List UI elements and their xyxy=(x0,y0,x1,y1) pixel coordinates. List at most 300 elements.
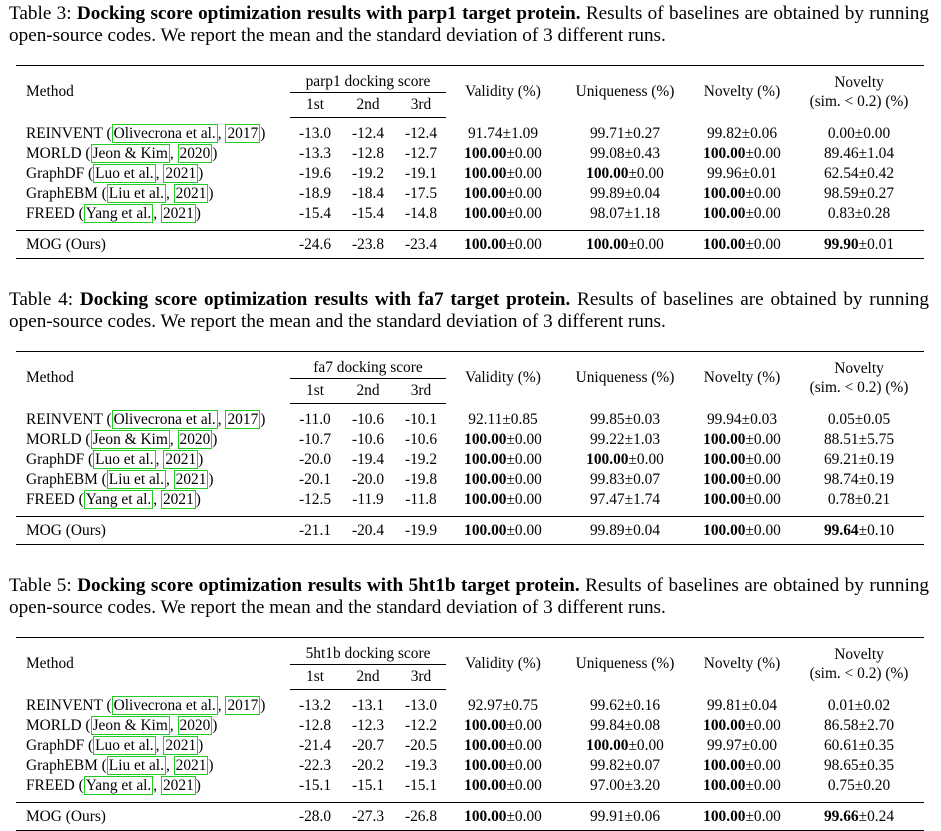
uniqueness-std: 0.16 xyxy=(633,697,661,714)
novelty-mean: 100.00 xyxy=(703,205,746,222)
score-2nd: -15.4 xyxy=(351,205,385,222)
citation-year-link[interactable]: 2021 xyxy=(165,451,197,468)
validity-cell xyxy=(446,184,560,204)
novelty-std: 0.00 xyxy=(753,777,781,794)
method-cell xyxy=(16,144,290,164)
citation-separator: , xyxy=(165,185,174,202)
citation-link[interactable]: Yang et al. xyxy=(85,491,152,508)
novelty-std: 0.00 xyxy=(753,205,781,222)
novelty-std: 0.00 xyxy=(753,471,781,488)
novelty-sim-mean: 99.66 xyxy=(823,807,859,825)
citation-link[interactable]: Luo et al. xyxy=(95,737,154,754)
uniqueness-std: 3.20 xyxy=(633,777,661,794)
method-cell xyxy=(16,716,290,736)
pm-sign: ± xyxy=(854,491,864,508)
validity-mean: 91.74 xyxy=(467,125,503,142)
method-name: MORLD ( xyxy=(26,717,91,734)
citation-link[interactable]: Jeon & Kim xyxy=(92,717,168,734)
novelty-mean: 100.00 xyxy=(703,451,746,468)
rank-3rd-header: 3rd xyxy=(396,93,446,118)
novelty-sim-cell xyxy=(794,490,924,510)
citation-link[interactable]: Luo et al. xyxy=(95,451,154,468)
validity-std: 0.00 xyxy=(514,491,542,508)
novelty-sim-header xyxy=(794,352,924,404)
method-name: MORLD ( xyxy=(26,145,91,162)
method-name: REINVENT ( xyxy=(26,125,112,142)
validity-mean: 100.00 xyxy=(464,777,507,794)
pm-sign: ± xyxy=(502,697,512,714)
validity-cell xyxy=(446,736,560,756)
score-1st: -28.0 xyxy=(290,803,340,831)
novelty-mean: 99.82 xyxy=(706,125,742,142)
rank-2nd-header: 2nd xyxy=(340,665,396,690)
score-3rd: -20.5 xyxy=(404,737,438,754)
pm-sign: ± xyxy=(624,185,634,202)
uniqueness-mean: 99.85 xyxy=(589,411,625,428)
citation-separator: , xyxy=(153,205,161,222)
score-3rd: -14.8 xyxy=(404,205,438,222)
uniqueness-mean: 99.89 xyxy=(589,185,625,202)
pm-sign: ± xyxy=(854,411,864,428)
method-cell xyxy=(16,696,290,716)
uniqueness-mean: 100.00 xyxy=(586,451,629,468)
validity-mean: 100.00 xyxy=(464,521,507,539)
score-3rd: -19.1 xyxy=(404,165,438,182)
novelty-sim-cell xyxy=(794,696,924,716)
citation-link[interactable]: Liu et al. xyxy=(108,471,164,488)
citation-link[interactable]: Yang et al. xyxy=(85,777,152,794)
pm-sign: ± xyxy=(854,205,864,222)
score-3rd: -12.4 xyxy=(404,125,438,142)
score-2nd: -10.6 xyxy=(351,431,385,448)
uniqueness-cell xyxy=(560,124,690,144)
citation-link[interactable]: Yang et al. xyxy=(85,205,152,222)
pm-sign: ± xyxy=(858,521,868,539)
pm-sign: ± xyxy=(506,471,515,488)
pm-sign: ± xyxy=(854,777,864,794)
pm-sign: ± xyxy=(506,757,515,774)
caption-text: Results of baselines are obtained by running open-source codes. We report the mean and the standard deviation of 3 different runs. xyxy=(9,575,930,618)
novelty-header: Novelty (%) xyxy=(703,368,781,386)
novelty-mean: 100.00 xyxy=(703,757,746,774)
method-cell xyxy=(16,430,290,450)
citation-link[interactable]: Liu et al. xyxy=(108,185,164,202)
novelty-mean: 100.00 xyxy=(703,491,746,508)
novelty-sim-mean: 0.75 xyxy=(827,777,855,794)
citation-link[interactable]: Luo et al. xyxy=(95,165,154,182)
score-1st: -21.1 xyxy=(290,517,340,545)
citation-link[interactable]: Olivecrona et al. xyxy=(113,697,216,714)
pm-sign: ± xyxy=(745,431,754,448)
pm-sign: ± xyxy=(858,471,868,488)
novelty-std: 0.03 xyxy=(750,411,778,428)
score-3rd: -13.0 xyxy=(404,697,438,714)
novelty-cell xyxy=(690,716,794,736)
novelty-std: 0.00 xyxy=(753,431,781,448)
uniqueness-mean: 100.00 xyxy=(586,235,629,253)
validity-mean: 100.00 xyxy=(464,145,507,162)
score-1st: -24.6 xyxy=(290,231,340,259)
novelty-mean: 99.81 xyxy=(706,697,742,714)
citation-link[interactable]: Olivecrona et al. xyxy=(113,411,216,428)
uniqueness-cell xyxy=(560,517,690,545)
table-row xyxy=(16,410,924,430)
uniqueness-std: 0.00 xyxy=(636,451,664,468)
novelty-std: 0.00 xyxy=(753,451,781,468)
validity-mean: 92.97 xyxy=(467,697,503,714)
pm-sign: ± xyxy=(745,521,754,539)
score-3rd: -26.8 xyxy=(396,803,446,831)
pm-sign: ± xyxy=(741,697,751,714)
citation-separator: , xyxy=(153,777,161,794)
pm-sign: ± xyxy=(858,757,868,774)
score-1st: -22.3 xyxy=(298,757,332,774)
novelty-sim-mean: 0.83 xyxy=(827,205,855,222)
citation-close: ) xyxy=(212,431,218,448)
caption-title: Docking score optimization results with parp1 target protein. xyxy=(76,3,581,24)
uniqueness-mean: 100.00 xyxy=(586,165,629,182)
pm-sign: ± xyxy=(628,165,637,182)
novelty-sim-cell xyxy=(794,164,924,184)
novelty-cell xyxy=(690,430,794,450)
novelty-sim-cell xyxy=(794,517,924,545)
method-name: GraphEBM ( xyxy=(26,185,107,202)
citation-year-link[interactable]: 2020 xyxy=(179,145,211,162)
citation-close: ) xyxy=(198,451,204,468)
score-1st: -13.0 xyxy=(298,125,332,142)
citation-year-link[interactable]: 2021 xyxy=(175,757,207,774)
novelty-sim-std: 0.35 xyxy=(867,757,895,774)
citation-separator: , xyxy=(217,411,226,428)
validity-cell xyxy=(446,776,560,796)
pm-sign: ± xyxy=(506,807,515,825)
pm-sign: ± xyxy=(745,491,754,508)
score-2nd: -12.8 xyxy=(351,145,385,162)
citation-link[interactable]: Jeon & Kim xyxy=(92,431,168,448)
novelty-sim-std: 0.35 xyxy=(867,737,895,754)
results-table xyxy=(16,351,924,545)
caption-text: Results of baselines are obtained by running open-source codes. We report the mean and the standard deviation of 3 different runs. xyxy=(9,289,929,332)
citation-link[interactable]: Jeon & Kim xyxy=(92,145,168,162)
validity-cell xyxy=(446,716,560,736)
citation-separator: , xyxy=(153,491,161,508)
uniqueness-std: 0.00 xyxy=(636,235,664,253)
validity-cell xyxy=(446,164,560,184)
validity-cell xyxy=(446,231,560,259)
uniqueness-cell xyxy=(560,756,690,776)
pm-sign: ± xyxy=(858,235,868,253)
score-2nd: -19.2 xyxy=(351,165,385,182)
novelty-cell xyxy=(690,490,794,510)
validity-std: 0.00 xyxy=(514,521,542,539)
novelty-std: 0.00 xyxy=(753,491,781,508)
novelty-sim-cell xyxy=(794,430,924,450)
caption-title: Docking score optimization results with 5ht1b target protein. xyxy=(77,575,580,596)
novelty-mean: 100.00 xyxy=(703,145,746,162)
validity-mean: 100.00 xyxy=(464,717,507,734)
validity-std: 0.00 xyxy=(514,777,542,794)
novelty-sim-std: 2.70 xyxy=(867,717,895,734)
pm-sign: ± xyxy=(858,717,868,734)
score-1st: -15.4 xyxy=(298,205,332,222)
novelty-sim-std: 0.00 xyxy=(863,125,891,142)
uniqueness-std: 0.06 xyxy=(633,807,661,825)
novelty-mean: 100.00 xyxy=(703,777,746,794)
citation-close: ) xyxy=(195,491,201,508)
method-name: FREED ( xyxy=(26,491,84,508)
novelty-sim-std: 0.10 xyxy=(867,521,895,539)
citation-link[interactable]: Liu et al. xyxy=(108,757,164,774)
rank-1st-header: 1st xyxy=(290,665,340,690)
citation-year-link[interactable]: 2017 xyxy=(227,697,259,714)
score-1st: -18.9 xyxy=(298,185,332,202)
score-3rd: -23.4 xyxy=(396,231,446,259)
novelty-sim-std: 0.19 xyxy=(867,471,895,488)
citation-year-link[interactable]: 2021 xyxy=(165,737,197,754)
validity-std: 0.00 xyxy=(514,807,542,825)
score-3rd: -17.5 xyxy=(404,185,438,202)
pm-sign: ± xyxy=(624,757,634,774)
citation-close: ) xyxy=(212,717,218,734)
pm-sign: ± xyxy=(624,471,634,488)
pm-sign: ± xyxy=(624,697,634,714)
citation-close: ) xyxy=(212,145,218,162)
citation-year-link[interactable]: 2017 xyxy=(227,125,259,142)
pm-sign: ± xyxy=(624,431,634,448)
pm-sign: ± xyxy=(624,491,634,508)
novelty-sim-mean: 98.59 xyxy=(823,185,859,202)
novelty-sim-cell xyxy=(794,450,924,470)
novelty-header: Novelty (%) xyxy=(703,654,781,672)
validity-mean: 100.00 xyxy=(464,185,507,202)
validity-cell xyxy=(446,696,560,716)
uniqueness-cell xyxy=(560,430,690,450)
uniqueness-cell xyxy=(560,184,690,204)
table-caption xyxy=(9,3,929,47)
novelty-sim-std: 5.75 xyxy=(867,431,895,448)
novelty-sim-mean: 86.58 xyxy=(823,717,859,734)
score-3rd: -15.1 xyxy=(404,777,438,794)
method-cell xyxy=(16,450,290,470)
method-name: GraphEBM ( xyxy=(26,757,107,774)
novelty-sim-cell xyxy=(794,470,924,490)
score-2nd: -15.1 xyxy=(351,777,385,794)
pm-sign: ± xyxy=(858,431,868,448)
citation-close: ) xyxy=(260,411,266,428)
validity-cell xyxy=(446,517,560,545)
validity-std: 0.00 xyxy=(514,165,542,182)
score-1st: -21.4 xyxy=(298,737,332,754)
citation-close: ) xyxy=(195,777,201,794)
pm-sign: ± xyxy=(624,411,634,428)
pm-sign: ± xyxy=(858,165,868,182)
novelty-sim-mean: 99.90 xyxy=(823,235,859,253)
citation-year-link[interactable]: 2020 xyxy=(179,431,211,448)
validity-std: 0.00 xyxy=(514,757,542,774)
citation-separator: , xyxy=(169,717,178,734)
score-1st: -12.5 xyxy=(298,491,332,508)
novelty-std: 0.00 xyxy=(753,521,781,539)
uniqueness-header: Uniqueness (%) xyxy=(575,82,675,100)
validity-mean: 100.00 xyxy=(464,165,507,182)
citation-close: ) xyxy=(208,471,214,488)
citation-separator: , xyxy=(169,145,178,162)
citation-year-link[interactable]: 2021 xyxy=(175,185,207,202)
table-row xyxy=(16,490,924,510)
pm-sign: ± xyxy=(506,717,515,734)
pm-sign: ± xyxy=(506,205,515,222)
score-1st: -19.6 xyxy=(298,165,332,182)
pm-sign: ± xyxy=(624,145,634,162)
validity-mean: 100.00 xyxy=(464,205,507,222)
novelty-sim-mean: 69.21 xyxy=(823,451,859,468)
method-cell xyxy=(16,124,290,144)
novelty-std: 0.01 xyxy=(750,165,778,182)
method-cell xyxy=(16,490,290,510)
validity-cell xyxy=(446,756,560,776)
citation-separator: , xyxy=(155,451,164,468)
pm-sign: ± xyxy=(506,491,515,508)
score-3rd: -19.8 xyxy=(404,471,438,488)
novelty-sim-std: 0.20 xyxy=(863,777,891,794)
novelty-sim-cell xyxy=(794,736,924,756)
table-row xyxy=(16,164,924,184)
citation-link[interactable]: Olivecrona et al. xyxy=(113,125,216,142)
novelty-sim-cell xyxy=(794,756,924,776)
validity-header: Validity (%) xyxy=(465,82,541,100)
uniqueness-cell xyxy=(560,164,690,184)
validity-std: 0.00 xyxy=(514,737,542,754)
uniqueness-cell xyxy=(560,470,690,490)
uniqueness-std: 0.03 xyxy=(633,411,661,428)
pm-sign: ± xyxy=(858,451,868,468)
novelty-sim-std: 0.02 xyxy=(863,697,891,714)
pm-sign: ± xyxy=(628,737,637,754)
novelty-mean: 100.00 xyxy=(703,185,746,202)
validity-mean: 100.00 xyxy=(464,235,507,253)
pm-sign: ± xyxy=(628,235,637,253)
novelty-cell xyxy=(690,803,794,831)
citation-year-link[interactable]: 2021 xyxy=(165,165,197,182)
novelty-cell xyxy=(690,756,794,776)
novelty-std: 0.00 xyxy=(753,717,781,734)
novelty-sim-cell xyxy=(794,231,924,259)
novelty-cell xyxy=(690,736,794,756)
validity-mean: 100.00 xyxy=(464,737,507,754)
novelty-std: 0.00 xyxy=(753,145,781,162)
table-row xyxy=(16,204,924,224)
novelty-std: 0.06 xyxy=(750,125,778,142)
method-cell xyxy=(16,184,290,204)
score-1st: -15.1 xyxy=(298,777,332,794)
table-row-ours xyxy=(16,803,924,831)
method-header: Method xyxy=(26,368,74,386)
pm-sign: ± xyxy=(624,125,634,142)
novelty-sim-mean: 0.78 xyxy=(827,491,855,508)
novelty-sim-std: 0.19 xyxy=(867,451,895,468)
rank-1st-header: 1st xyxy=(290,379,340,404)
pm-sign: ± xyxy=(858,185,868,202)
score-3rd: -19.9 xyxy=(396,517,446,545)
table-row-ours xyxy=(16,517,924,545)
validity-header: Validity (%) xyxy=(465,368,541,386)
citation-separator: , xyxy=(217,697,226,714)
novelty-sim-line1: Novelty xyxy=(834,645,884,663)
method-header: Method xyxy=(26,654,74,672)
citation-year-link[interactable]: 2021 xyxy=(175,471,207,488)
pm-sign: ± xyxy=(854,697,864,714)
novelty-sim-mean: 0.05 xyxy=(827,411,855,428)
novelty-cell xyxy=(690,231,794,259)
table-row xyxy=(16,736,924,756)
caption-label: Table 4: xyxy=(9,289,74,310)
citation-year-link[interactable]: 2017 xyxy=(227,411,259,428)
method-cell xyxy=(16,410,290,430)
citation-close: ) xyxy=(198,737,204,754)
docking-score-header: fa7 docking score xyxy=(290,352,446,379)
docking-score-header: 5ht1b docking score xyxy=(290,638,446,665)
citation-close: ) xyxy=(195,205,201,222)
validity-std: 0.75 xyxy=(511,697,539,714)
pm-sign: ± xyxy=(506,185,515,202)
novelty-sim-line1: Novelty xyxy=(834,73,884,91)
pm-sign: ± xyxy=(506,777,515,794)
table-row xyxy=(16,184,924,204)
validity-cell xyxy=(446,430,560,450)
score-1st: -13.2 xyxy=(298,697,332,714)
novelty-cell xyxy=(690,776,794,796)
pm-sign: ± xyxy=(745,205,754,222)
citation-year-link[interactable]: 2020 xyxy=(179,717,211,734)
novelty-sim-std: 1.04 xyxy=(867,145,895,162)
score-2nd: -10.6 xyxy=(351,411,385,428)
rank-2nd-header: 2nd xyxy=(340,379,396,404)
validity-std: 0.00 xyxy=(514,205,542,222)
score-2nd: -20.2 xyxy=(351,757,385,774)
validity-cell xyxy=(446,124,560,144)
score-2nd: -27.3 xyxy=(340,803,396,831)
novelty-cell xyxy=(690,470,794,490)
caption-title: Docking score optimization results with fa7 target protein. xyxy=(79,289,571,310)
citation-year-link[interactable]: 2021 xyxy=(162,491,194,508)
citation-close: ) xyxy=(208,757,214,774)
pm-sign: ± xyxy=(628,451,637,468)
score-3rd: -10.1 xyxy=(404,411,438,428)
method-cell xyxy=(16,776,290,796)
validity-cell xyxy=(446,204,560,224)
validity-std: 0.00 xyxy=(514,451,542,468)
score-3rd: -19.3 xyxy=(404,757,438,774)
novelty-sim-mean: 0.00 xyxy=(827,125,855,142)
novelty-sim-mean: 98.74 xyxy=(823,471,859,488)
uniqueness-std: 0.43 xyxy=(633,145,661,162)
caption-label: Table 3: xyxy=(9,3,72,24)
uniqueness-mean: 100.00 xyxy=(586,737,629,754)
citation-year-link[interactable]: 2021 xyxy=(162,777,194,794)
novelty-sim-header xyxy=(794,638,924,690)
pm-sign: ± xyxy=(858,145,868,162)
citation-year-link[interactable]: 2021 xyxy=(162,205,194,222)
uniqueness-mean: 99.84 xyxy=(589,717,625,734)
table-row xyxy=(16,124,924,144)
rank-2nd-header: 2nd xyxy=(340,93,396,118)
pm-sign: ± xyxy=(624,777,634,794)
citation-close: ) xyxy=(198,165,204,182)
pm-sign: ± xyxy=(745,451,754,468)
score-2nd: -11.9 xyxy=(352,491,384,508)
validity-cell xyxy=(446,144,560,164)
novelty-sim-cell xyxy=(794,716,924,736)
